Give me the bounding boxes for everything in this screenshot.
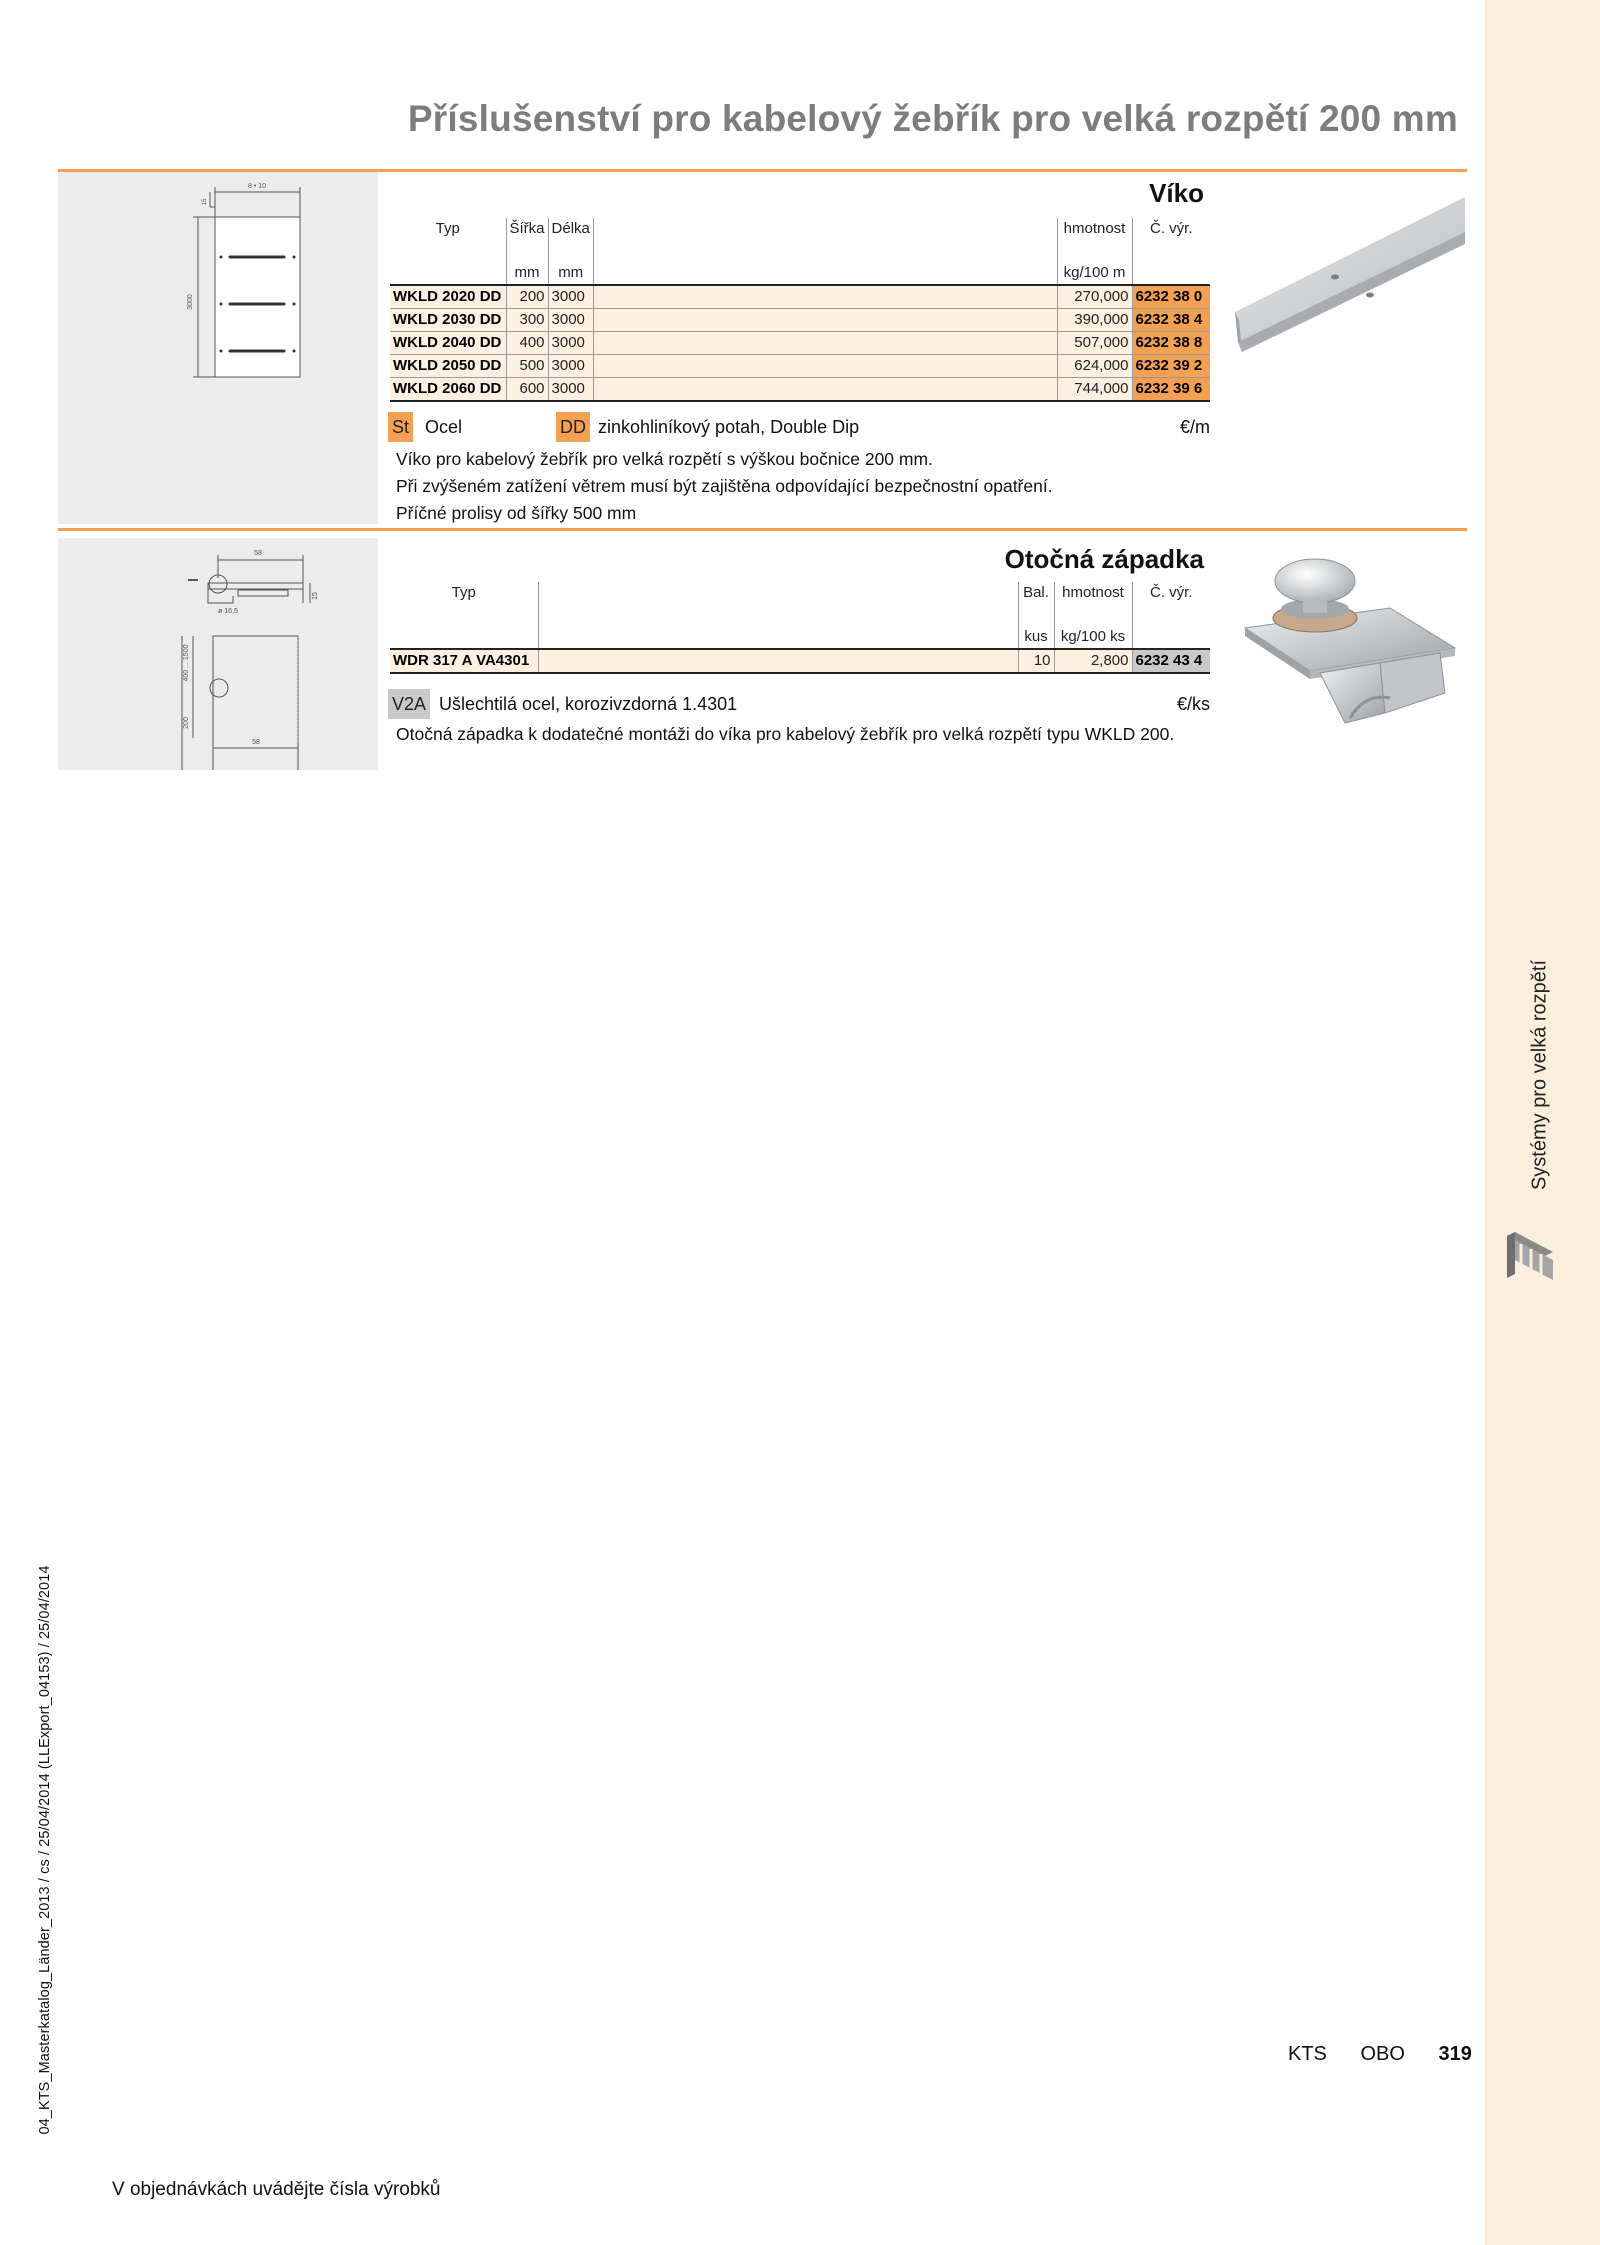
cell-typ: WKLD 2020 DD [390, 285, 506, 309]
unit-bal: kus [1018, 626, 1054, 649]
cell-hmotnost: 390,000 [1057, 309, 1132, 332]
drawing-dim-dia: ø 16,5 [218, 608, 238, 615]
table-row [390, 649, 1210, 673]
cell-hmotnost: 270,000 [1057, 285, 1132, 309]
cell-sirka: 600 [506, 378, 548, 402]
cell-typ: WKLD 2040 DD [390, 332, 506, 355]
table-header-spacer-row [390, 240, 1210, 262]
table-header-row [390, 218, 1210, 240]
page-title: Příslušenství pro kabelový žebřík pro velká rozpětí 200 mm [407, 98, 1458, 139]
price-unit: €/m [1179, 417, 1210, 437]
section-divider [58, 528, 1467, 531]
material-code-dd: DD [556, 412, 590, 442]
header-hmotnost: hmotnost [1054, 582, 1132, 604]
header-cvyr: Č. výr. [1132, 582, 1210, 604]
price-unit: €/ks [1176, 694, 1210, 714]
catalog-export-info: 04_KTS_Masterkatalog_Länder_2013 / cs / 25/04/2014 (LLExport_04153) / 25/04/2014 [37, 1565, 53, 2135]
header-delka: Délka [548, 218, 593, 240]
material-code-v2a: V2A [388, 689, 430, 719]
cell-typ: WDR 317 A VA4301 [390, 649, 538, 673]
description-line: Při zvýšeném zatížení větrem musí být zajištěna odpovídající bezpečnostní opatření. [396, 476, 1053, 496]
cell-hmotnost: 624,000 [1057, 355, 1132, 378]
table-row [390, 332, 1210, 355]
drawing-dim-top: 58 [254, 550, 262, 557]
drawing-dim-small: 15 [202, 198, 208, 206]
zapadka-product-table [390, 582, 1210, 674]
zapadka-section-title: Otočná západka [1004, 544, 1204, 574]
cell-sirka: 400 [506, 332, 548, 355]
zapadka-product-photo [1240, 553, 1465, 733]
zapadka-technical-drawing [58, 538, 378, 770]
description-line: Víko pro kabelový žebřík pro velká rozpětí s výškou bočnice 200 mm. [396, 449, 933, 469]
header-sirka: Šířka [506, 218, 548, 240]
cell-sirka: 300 [506, 309, 548, 332]
cable-ladder-icon [1505, 1230, 1555, 1282]
drawing-dim-side: 15 [312, 592, 319, 600]
cell-typ: WKLD 2030 DD [390, 309, 506, 332]
header-spacer [593, 218, 1057, 240]
viko-description [396, 446, 1206, 527]
header-bal: Bal. [1018, 582, 1054, 604]
cell-delka: 3000 [548, 285, 593, 309]
material-code-st: St [388, 412, 413, 442]
sidebar-section-label: Systémy pro velká rozpětí [1528, 959, 1551, 1191]
table-unit-row [390, 262, 1210, 285]
cell-article-number: 6232 43 4 [1132, 649, 1210, 673]
table-row [390, 309, 1210, 332]
drawing-dim-side: 3000 [187, 294, 194, 310]
unit-hmotnost: kg/100 ks [1054, 626, 1132, 649]
cell-sirka: 200 [506, 285, 548, 309]
cell-hmotnost: 744,000 [1057, 378, 1132, 402]
zapadka-description [396, 721, 1206, 748]
header-hmotnost: hmotnost [1057, 218, 1132, 240]
material-text-dd: zinkohliníkový potah, Double Dip [598, 417, 860, 437]
cell-typ: WKLD 2060 DD [390, 378, 506, 402]
cell-sirka: 500 [506, 355, 548, 378]
cell-article-number: 6232 38 4 [1132, 309, 1210, 332]
cell-delka: 3000 [548, 378, 593, 402]
cell-bal: 10 [1018, 649, 1054, 673]
header-typ: Typ [435, 220, 460, 237]
table-row [390, 378, 1210, 402]
table-unit-row [390, 626, 1210, 649]
cell-delka: 3000 [548, 332, 593, 355]
cell-article-number: 6232 39 6 [1132, 378, 1210, 402]
table-row [390, 355, 1210, 378]
cell-delka: 3000 [548, 355, 593, 378]
table-header-spacer-row [390, 604, 1210, 626]
cell-typ: WKLD 2050 DD [390, 355, 506, 378]
unit-sirka: mm [506, 262, 548, 285]
viko-technical-drawing [58, 172, 378, 524]
drawing-dim-h2: 400 ... 1500 [183, 644, 190, 682]
drawing-dim-top: 8 • 10 [247, 183, 267, 190]
header-spacer [538, 582, 1018, 604]
order-note: V objednávkách uvádějte čísla výrobků [112, 2179, 441, 2200]
viko-material-row [388, 412, 1210, 444]
zapadka-material-row [388, 689, 1210, 721]
cell-article-number: 6232 38 8 [1132, 332, 1210, 355]
description-line: Otočná západka k dodatečné montáži do víka pro kabelový žebřík pro velká rozpětí typu WKLD 200. [396, 724, 1175, 744]
page-number: 319 [1438, 2043, 1472, 2065]
viko-product-photo [1230, 192, 1465, 367]
cell-hmotnost: 507,000 [1057, 332, 1132, 355]
table-header-row [390, 582, 1210, 604]
drawing-dim-bottom: 58 [252, 739, 260, 746]
viko-product-table [390, 218, 1210, 402]
footer-section: KTS [1288, 2043, 1327, 2065]
cell-hmotnost: 2,800 [1054, 649, 1132, 673]
cell-article-number: 6232 38 0 [1132, 285, 1210, 309]
viko-section-title: Víko [1149, 178, 1204, 208]
page-footer [1288, 2043, 1472, 2066]
footer-brand: OBO [1360, 2043, 1405, 2065]
material-text-v2a: Ušlechtilá ocel, korozivzdorná 1.4301 [439, 694, 738, 714]
cell-delka: 3000 [548, 309, 593, 332]
description-line: Příčné prolisy od šířky 500 mm [396, 503, 637, 523]
unit-hmotnost: kg/100 m [1057, 262, 1132, 285]
header-typ: Typ [451, 584, 476, 601]
drawing-dim-h1: 200 [183, 717, 190, 729]
material-text-st: Ocel [425, 417, 463, 437]
unit-delka: mm [548, 262, 593, 285]
header-cvyr: Č. výr. [1132, 218, 1210, 240]
table-row [390, 285, 1210, 309]
cell-article-number: 6232 39 2 [1132, 355, 1210, 378]
